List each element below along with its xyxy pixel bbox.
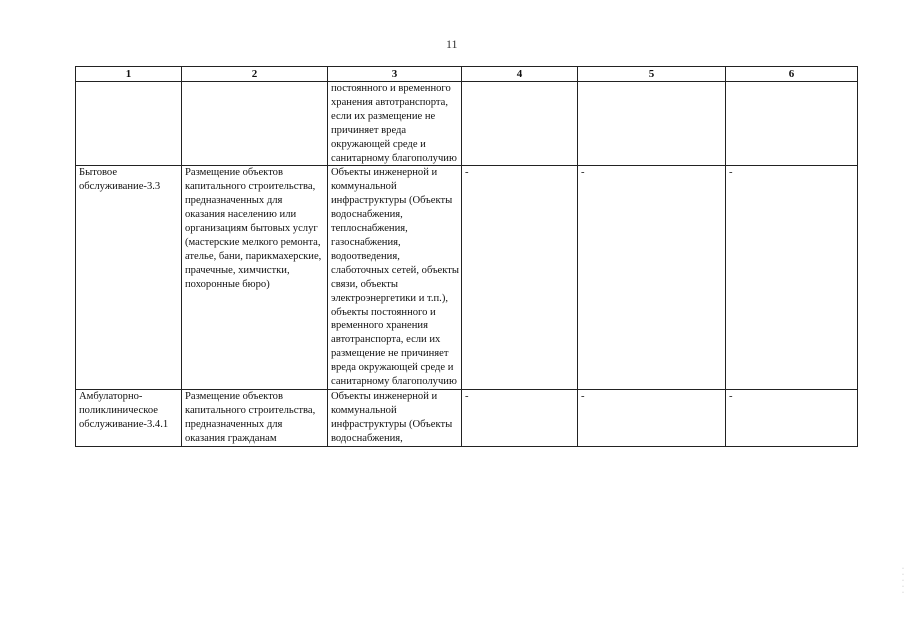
page-number: 11	[446, 37, 458, 51]
cell-description: Размещение объектов капитального строительства, предназначенных для оказания гражданам	[182, 389, 328, 446]
cell-description: Размещение объектов капитального строительства, предназначенных для оказания населению или организациям бытовых услуг (мастерские мелкого ремонта, ателье, бани, парикмахерские, прачечные, химчистки, похоронные бюро)	[182, 166, 328, 390]
land-use-table	[75, 66, 858, 447]
cell-col4: -	[462, 166, 578, 390]
cell-auxiliary-uses: Объекты инженерной и коммунальной инфраструктуры (Объекты водоснабжения,	[328, 389, 462, 446]
header-col-2: 2	[182, 67, 328, 82]
header-col-4: 4	[462, 67, 578, 82]
cell-empty	[462, 82, 578, 166]
table-row	[76, 389, 858, 446]
cell-continuation-text: постоянного и временного хранения автотранспорта, если их размещение не причиняет вреда окружающей среде и санитарному благополучию	[328, 82, 462, 166]
cell-use-type: Бытовое обслуживание-3.3	[76, 166, 182, 390]
cell-col6: -	[726, 389, 858, 446]
cell-col6: -	[726, 166, 858, 390]
cell-auxiliary-uses: Объекты инженерной и коммунальной инфраструктуры (Объекты водоснабжения, теплоснабжения, газоснабжения, водоотведения, слаботочных сетей, объекты связи, объекты электроэнергетики и т.п.), объекты постоянного и временного хранения автотранспорта, если их размещение не причиняет вреда окружающей среде и санитарному благополучию	[328, 166, 462, 390]
cell-col5: -	[578, 389, 726, 446]
cell-col5: -	[578, 166, 726, 390]
cell-col4: -	[462, 389, 578, 446]
cell-empty	[76, 82, 182, 166]
cell-empty	[726, 82, 858, 166]
header-col-6: 6	[726, 67, 858, 82]
cell-use-type: Амбулаторно-поликлиническое обслуживание-3.4.1	[76, 389, 182, 446]
continuation-row	[76, 82, 858, 166]
header-col-1: 1	[76, 67, 182, 82]
cell-empty	[578, 82, 726, 166]
header-row	[76, 67, 858, 82]
cell-empty	[182, 82, 328, 166]
table-row	[76, 166, 858, 390]
header-col-3: 3	[328, 67, 462, 82]
scan-edge-marks: · · · · ·	[902, 566, 904, 596]
header-col-5: 5	[578, 67, 726, 82]
